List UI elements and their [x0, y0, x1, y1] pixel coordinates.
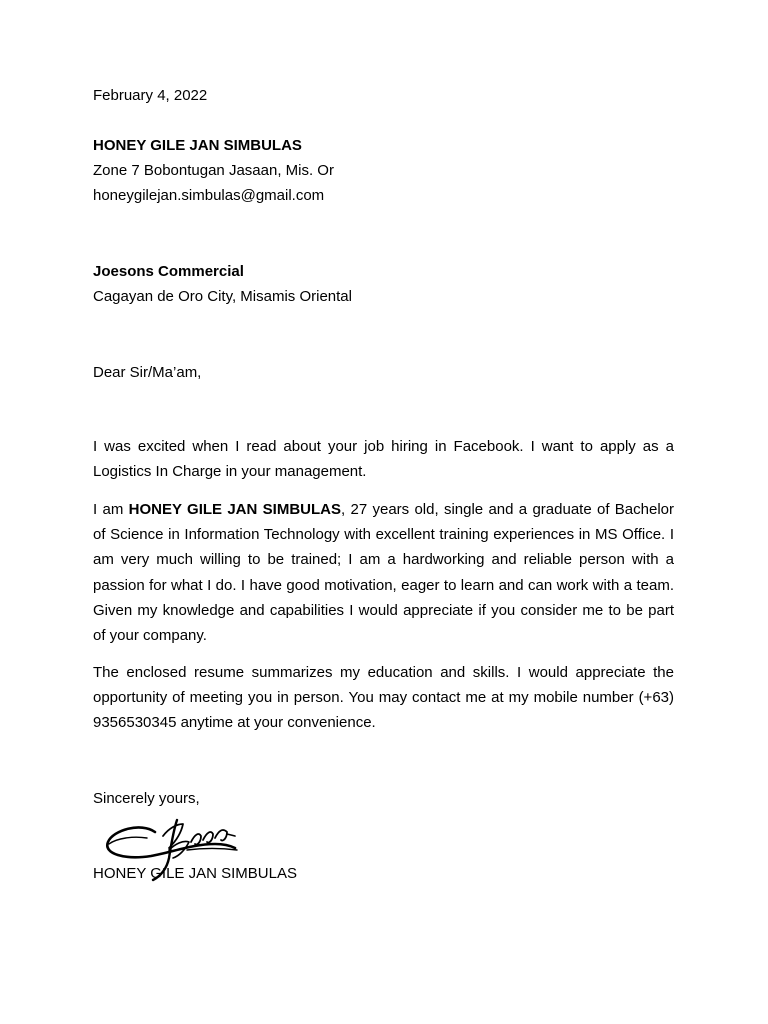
salutation: Dear Sir/Ma’am,: [93, 364, 202, 381]
sender-name: HONEY GILE JAN SIMBULAS: [93, 137, 302, 154]
paragraph-2-intro: I am: [93, 501, 129, 518]
handwritten-signature: [103, 814, 245, 882]
body-paragraph-3: The enclosed resume summarizes my education and skills. I would appreciate the opportunity of meeting you in person. You may contact me at my mobile number (+63) 9356530345 anytime at your convenience.: [93, 664, 674, 732]
sender-address: Zone 7 Bobontugan Jasaan, Mis. Or: [93, 162, 334, 179]
recipient-company: Joesons Commercial: [93, 263, 244, 280]
body-paragraph-1: I was excited when I read about your job hiring in Facebook. I want to apply as a Logistics In Charge in your management.: [93, 438, 674, 481]
closing: Sincerely yours,: [93, 790, 200, 807]
signature-name: HONEY GILE JAN SIMBULAS: [93, 865, 297, 882]
recipient-address: Cagayan de Oro City, Misamis Oriental: [93, 288, 352, 305]
letter-page: [93, 0, 674, 1024]
letter-date: February 4, 2022: [93, 87, 208, 104]
paragraph-2-text: , 27 years old, single and a graduate of Bachelor of Science in Information Technology with excellent training experiences in MS Office. I am very much willing to be trained; I am a hardworking and reliable person with a passion for what I do. I have good motivation, eager to learn and can work with a team. Given my knowledge and capabilities I would appreciate if you consider me to be part of your company.: [93, 501, 675, 645]
paragraph-2-applicant-name: HONEY GILE JAN SIMBULAS: [128, 501, 341, 518]
sender-email: honeygilejan.simbulas@gmail.com: [93, 187, 325, 204]
body-paragraph-2: [93, 497, 674, 648]
